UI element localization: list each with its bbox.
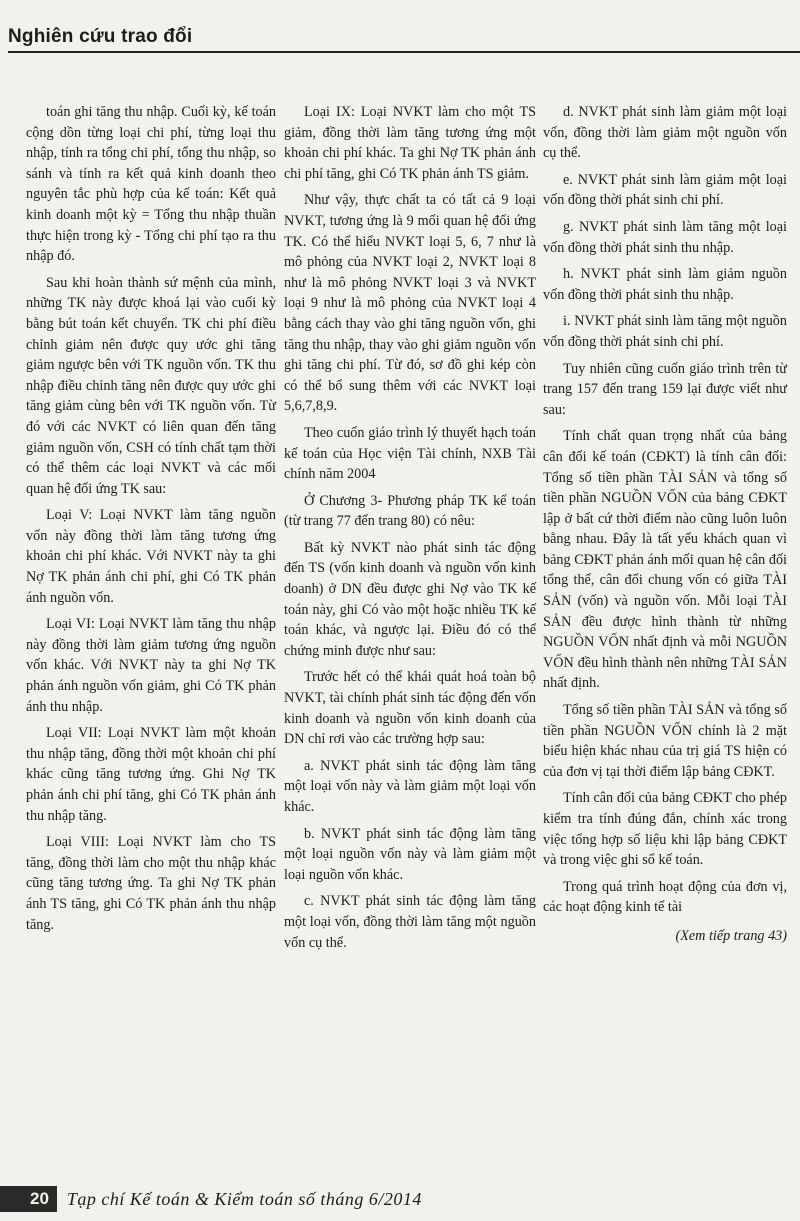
paragraph: b. NVKT phát sinh tác động làm tăng một loại nguồn vốn này và làm giảm một loại nguồn vốn khác. — [284, 825, 536, 883]
paragraph: Theo cuốn giáo trình lý thuyết hạch toán kế toán của Học viện Tài chính, NXB Tài chính năm 2004 — [284, 424, 536, 483]
paragraph: c. NVKT phát sinh tác động làm tăng một loại vốn, đồng thời làm tăng một nguồn vốn cụ thể. — [284, 893, 536, 951]
journal-name: Tạp chí Kế toán & Kiểm toán số tháng 6/2014 — [66, 1188, 422, 1209]
page-number: 20 — [0, 1186, 57, 1212]
paragraph: Loại V: Loại NVKT làm tăng nguồn vốn này đồng thời làm tăng tương ứng khoản chi phí khác. Với NVKT này ta ghi Nợ TK phản ánh chi phí, ghi Có TK phản ánh nguồn vốn. — [26, 507, 276, 606]
paragraph: i. NVKT phát sinh làm tăng một nguồn vốn đồng thời phát sinh chi phí. — [543, 313, 787, 350]
column-1 — [26, 102, 276, 941]
paragraph: a. NVKT phát sinh tác động làm tăng một loại vốn này và làm giảm một loại vốn khác. — [284, 757, 536, 815]
paragraph: Loại IX: Loại NVKT làm cho một TS giảm, đồng thời làm tăng tương ứng một khoản chi phí khác. Ta ghi Nợ TK phản ánh chi phí tăng, ghi Có TK phản ánh TS giảm. — [284, 104, 536, 182]
column-3 — [543, 102, 787, 953]
paragraph: Loại VI: Loại NVKT làm tăng thu nhập này đồng thời làm giảm tương ứng nguồn vốn khác. Với NVKT này ta ghi Nợ TK phản ánh nguồn vốn giảm, ghi Có TK phản ánh thu nhập. — [26, 616, 276, 715]
paragraph: Như vậy, thực chất ta có tất cả 9 loại NVKT, tương ứng là 9 mối quan hệ đối ứng TK. Có thể hiểu NVKT loại 5, 6, 7 như là mô phỏng của NVKT loại 2, NVKT loại 8 như là mô phỏng NVKT loại 3 và NVKT loại 9 như là mô phỏng của NVKT loại 4 bằng cách thay vào ghi tăng nguồn vốn, ghi tăng thu nhập, thay vào ghi giảm nguồn vốn ghi tăng chi phí. Từ đó, sơ đồ ghi kép còn có thể bổ sung thêm với các NVKT loại 5,6,7,8,9. — [284, 192, 536, 415]
paragraph: h. NVKT phát sinh làm giảm nguồn vốn đồng thời phát sinh thu nhập. — [543, 266, 787, 303]
continuation-note: (Xem tiếp trang 43) — [675, 927, 787, 944]
paragraph: Loại VII: Loại NVKT làm một khoản thu nhập tăng, đồng thời một khoản chi phí khác cũng tăng tương ứng. Ghi Nợ TK phản ánh chi phí tăng, ghi Có TK phản ánh thu nhập tăng. — [26, 725, 276, 824]
paragraph: Sau khi hoàn thành sứ mệnh của mình, những TK này được khoá lại vào cuối kỳ bằng bút toán kết chuyển. TK chi phí điều chỉnh giảm nên được quy ước ghi tăng giảm ngược bên với TK nguồn vốn. TK thu nhập điều chỉnh tăng nên được quy ước ghi tăng giảm cùng bên với TK nguồn vốn. Từ đó với các NVKT có liên quan đến tăng giảm nguồn vốn, CSH có tính chất tạm thời có thể thêm các loại NVKT và các mối quan hệ đối ứng TK sau: — [26, 274, 276, 497]
paragraph: e. NVKT phát sinh làm giảm một loại vốn đồng thời phát sinh chi phí. — [543, 171, 787, 209]
paragraph: Trong quá trình hoạt động của đơn vị, các hoạt động kinh tế tài — [543, 878, 787, 916]
column-2 — [284, 102, 536, 959]
paragraph: Tính cân đối của bảng CĐKT cho phép kiểm tra tính đúng đắn, chính xác trong việc tổng hợp số liệu khi lập bảng CĐKT và trong việc ghi sổ kế toán. — [543, 790, 787, 869]
paragraph: Tổng số tiền phần TÀI SẢN và tổng số tiền phần NGUỒN VỐN chính là 2 mặt biểu hiện khác nhau của trị giá TS hiện có của đơn vị tại thời điểm lập bảng CĐKT. — [543, 702, 787, 780]
paragraph: Tuy nhiên cũng cuốn giáo trình trên từ trang 157 đến trang 159 lại được viết như sau: — [543, 360, 787, 418]
paragraph: Tính chất quan trọng nhất của bảng cân đối kế toán (CĐKT) là tính cân đối: Tổng số tiền phần TÀI SẢN và tổng số tiền phần NGUỒN VỐN của bảng CĐKT lập ở bất cứ thời điểm nào cũng luôn luôn bằng nhau. Đây là tất yếu khách quan vì bảng CĐKT phản ánh mối quan hệ cân đối tổng thể, cân đối chung vốn có giữa TÀI SẢN (vốn) và nguồn vốn. Mỗi loại TÀI SẢN đều được hình thành từ những NGUỒN VỐN nhất định và mỗi NGUỒN VỐN đều hình thành nên những TÀI SẢN nhất định. — [543, 428, 787, 692]
paragraph: Bất kỳ NVKT nào phát sinh tác động đến TS (vốn kinh doanh và nguồn vốn kinh doanh) ở DN đều được ghi Nợ vào TK kế toán này, ghi Có vào một hoặc nhiều TK kế toán khác, và ngược lại. Điều đó có thể chứng minh được như sau: — [284, 539, 536, 659]
paragraph: Ở Chương 3- Phương pháp TK kế toán (từ trang 77 đến trang 80) có nêu: — [284, 492, 536, 530]
paragraph: g. NVKT phát sinh làm tăng một loại vốn đồng thời phát sinh thu nhập. — [543, 218, 787, 256]
paragraph: toán ghi tăng thu nhập. Cuối kỳ, kế toán cộng dồn từng loại chi phí, từng loại thu nhập, tính ra tổng chi phí, tổng thu nhập, so sánh và tính ra kết quả kinh doanh theo nguyên tắc phù hợp của kế toán: Kết quả kinh doanh một kỳ = Tổng thu nhập thuần thực hiện trong kỳ - Tổng chi phí tạo ra thu nhập đó. — [26, 104, 276, 265]
paragraph: d. NVKT phát sinh làm giảm một loại vốn, đồng thời làm giảm một nguồn vốn cụ thể. — [543, 104, 787, 162]
section-title: Nghiên cứu trao đổi — [8, 26, 193, 47]
page-footer — [0, 1186, 800, 1212]
paragraph: Trước hết có thể khái quát hoá toàn bộ NVKT, tài chính phát sinh tác động đến vốn kinh doanh và nguồn vốn kinh doanh của DN chỉ rơi vào các trường hợp sau: — [284, 669, 536, 748]
header-divider — [8, 51, 800, 53]
paragraph: Loại VIII: Loại NVKT làm cho TS tăng, đồng thời làm cho một thu nhập khác cũng tăng tương ứng. Ta ghi Nợ TK phản ánh TS tăng, ghi Có TK phản ánh thu nhập tăng. — [26, 834, 276, 933]
